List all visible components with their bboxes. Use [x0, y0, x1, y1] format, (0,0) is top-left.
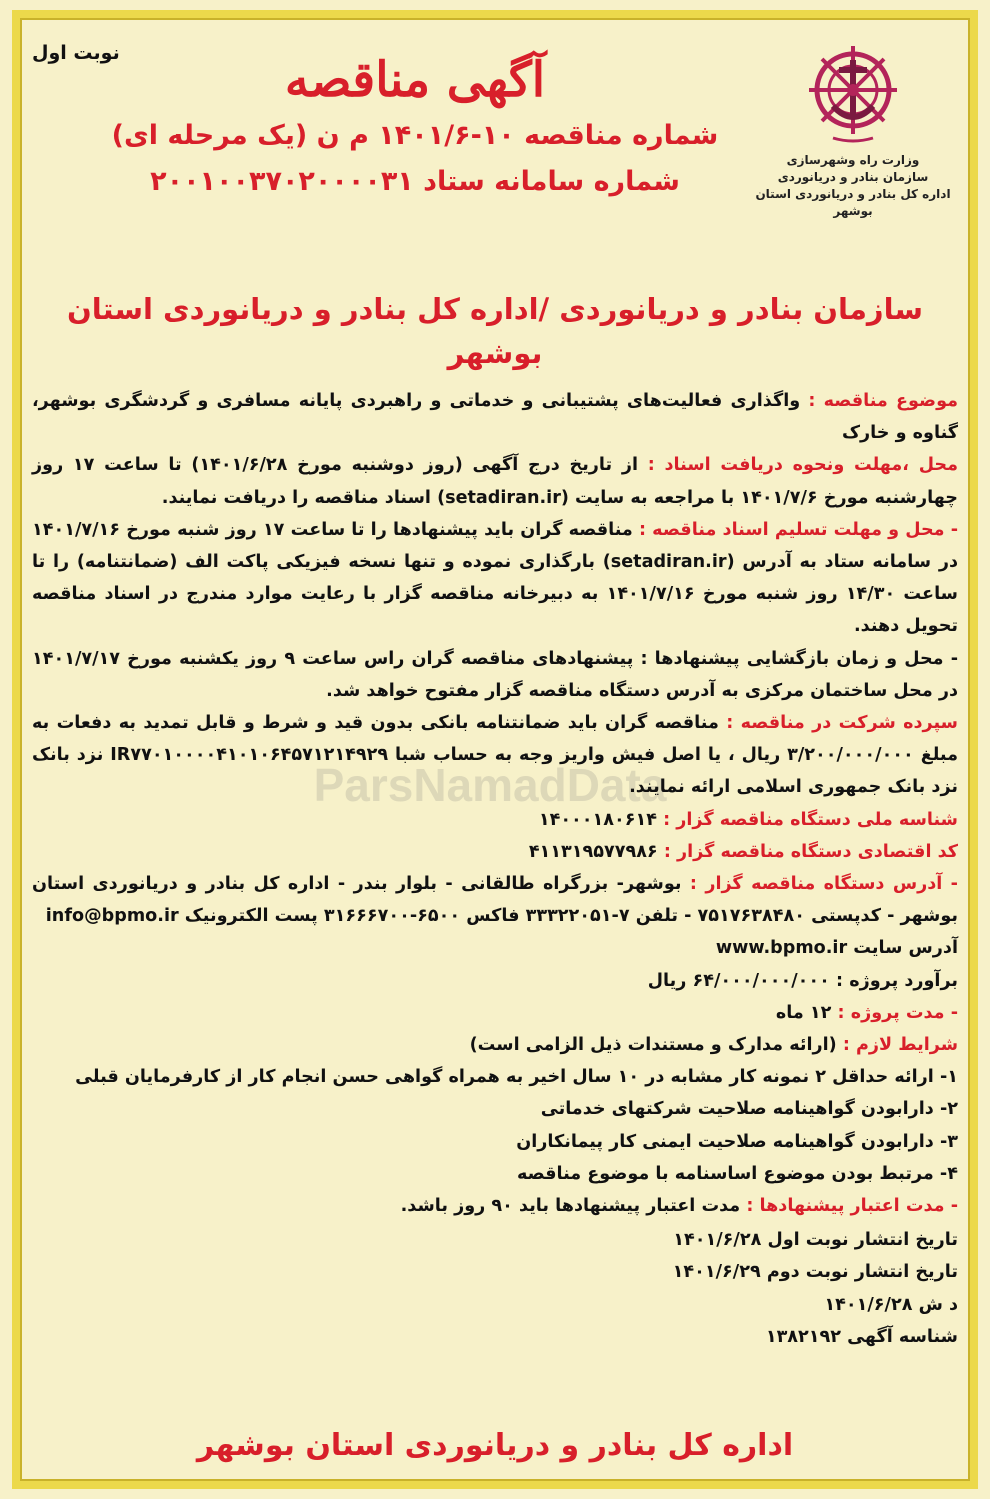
ad-id: شناسه آگهی ۱۳۸۲۱۹۲ [765, 1326, 958, 1347]
page-title: آگهی مناقصه [284, 52, 546, 108]
national-id-label: شناسه ملی دستگاه مناقصه گزار : [663, 809, 958, 830]
validity-line [32, 1190, 958, 1222]
address-label: - آدرس دستگاه مناقصه گزار : [689, 874, 958, 895]
economic-code-line [32, 836, 958, 868]
deposit-label: سپرده شرکت در مناقصه : [726, 713, 958, 734]
subject-paragraph [32, 385, 958, 449]
economic-code-label: کد اقتصادی دستگاه مناقصه گزار : [663, 841, 958, 862]
duration-line [32, 997, 958, 1029]
logo-ministry-line: وزارت راه وشهرسازی [786, 153, 920, 167]
notice-content [32, 30, 958, 1469]
first-publication-date: تاریخ انتشار نوبت اول ۱۴۰۱/۶/۲۸ [673, 1230, 958, 1251]
national-id-line [32, 804, 958, 836]
conditions-label: شرایط لازم : [842, 1035, 958, 1056]
economic-code-value: ۴۱۱۳۱۹۵۷۷۹۸۶ [528, 841, 658, 862]
subject-text: واگذاری فعالیت‌های پشتیبانی و خدماتی و راهبردی پایانه مسافری و گردشگری بوشهر، گناوه و خارک [32, 391, 958, 444]
subject-label: موضوع مناقصه : [808, 391, 958, 411]
ports-organization-logo [748, 40, 958, 220]
round-label: نوبت اول [32, 42, 120, 64]
validity-text: مدت اعتبار پیشنهادها باید ۹۰ روز باشد. [400, 1196, 741, 1217]
organization-title: سازمان بنادر و دریانوردی /اداره کل بنادر و دریانوردی استان بوشهر [66, 292, 924, 370]
address-paragraph [32, 868, 958, 932]
opening-paragraph: - محل و زمان بازگشایی پیشنهادها : پیشنهادهای مناقصه گران راس ساعت ۹ روز یکشنبه مورخ ۱۴۰۱/۷/۱۷ در محل ساختمان مرکزی به آدرس دستگاه مناقصه گزار مفتوح خواهد شد. [32, 648, 958, 701]
submission-label: - محل و مهلت تسلیم اسناد مناقصه : [638, 519, 958, 540]
national-id-value: ۱۴۰۰۰۱۸۰۶۱۴ [538, 809, 657, 830]
title-group [92, 50, 738, 202]
documents-paragraph [32, 449, 958, 513]
tender-number: شماره مناقصه ۱۰-۱۴۰۱/۶ م ن (یک مرحله ای) [111, 120, 719, 151]
submission-paragraph [32, 514, 958, 643]
validity-label: - مدت اعتبار پیشنهادها : [746, 1196, 958, 1217]
deposit-paragraph [32, 707, 958, 804]
documents-label: محل ،مهلت ونحوه دریافت اسناد : [647, 455, 958, 476]
conditions-line [32, 1029, 958, 1061]
watermark: ParsNamadData [313, 759, 667, 811]
duration-label: - مدت پروژه : [837, 1002, 958, 1023]
condition-item: ۱- ارائه حداقل ۲ نمونه کار مشابه در ۱۰ سال اخیر به همراه گواهی حسن انجام کار از کارفرمایان قبلی [75, 1067, 958, 1088]
duration-value: ۱۲ ماه [775, 1002, 832, 1023]
anchor-wheel-icon [803, 40, 903, 152]
website-line: آدرس سایت www.bpmo.ir [715, 938, 958, 959]
publication-code: د ش ۱۴۰۱/۶/۲۸ [824, 1294, 958, 1315]
address-text: بوشهر- بزرگراه طالقانی - بلوار بندر - اداره کل بنادر و دریانوردی استان بوشهر - کدپستی ۷۵۱۷۶۳۸۴۸۰ - تلفن ۷-۳۳۳۲۲۰۵۱ فاکس ۶۵۰۰-۳۱۶۶۶۷۰۰ پست الکترونیک info@bpmo.ir [32, 874, 958, 927]
notice-body [32, 385, 958, 1353]
footer-signature: اداره کل بنادر و دریانوردی استان بوشهر [196, 1428, 794, 1463]
condition-item: ۳- دارابودن گواهینامه صلاحیت ایمنی کار پیمانکاران [516, 1131, 958, 1152]
estimate-line: برآورد پروژه : ۶۴/۰۰۰/۰۰۰/۰۰۰ ریال [647, 970, 958, 991]
condition-item: ۴- مرتبط بودن موضوع اساسنامه با موضوع مناقصه [516, 1163, 958, 1184]
setad-number: شماره سامانه ستاد ۲۰۰۱۰۰۳۷۰۲۰۰۰۰۳۱ [150, 166, 680, 197]
logo-organization-line: سازمان بنادر و دریانوردی [777, 170, 929, 184]
deposit-text: مناقصه گران باید ضمانتنامه بانکی بدون قید و شرط و قابل تمدید به دفعات به مبلغ ۳/۲۰۰/۰۰۰/۰۰۰ ریال ، یا اصل فیش واریز وجه به حساب شبا IR۷۷۰۱۰۰۰۰۴۱۰۱۰۶۴۵۷۱۲۱۴۹۲۹ نزد بانک نزد بانک جمهوری اسلامی ارائه نمایند. [32, 713, 958, 798]
submission-text: مناقصه گران باید پیشنهادها را تا ساعت ۱۷ روز شنبه مورخ ۱۴۰۱/۷/۱۶ در سامانه ستاد به آدرس (setadiran.ir) بارگذاری نموده و تنها نسخه فیزیکی پاکت الف (ضمانتنامه) را تا ساعت ۱۴/۳۰ روز شنبه مورخ ۱۴۰۱/۷/۱۶ به دبیرخانه مناقصه گزار با رعایت موارد مندرج در اسناد مناقصه تحویل دهند. [32, 519, 958, 637]
condition-item: ۲- دارابودن گواهینامه صلاحیت شرکتهای خدماتی [540, 1099, 958, 1120]
notice-header [32, 30, 958, 285]
second-publication-date: تاریخ انتشار نوبت دوم ۱۴۰۱/۶/۲۹ [672, 1262, 958, 1283]
logo-office-line: اداره کل بنادر و دریانوردی استان بوشهر [755, 187, 951, 218]
documents-text: از تاریخ درج آگهی (روز دوشنبه مورخ ۱۴۰۱/۶/۲۸) تا ساعت ۱۷ روز چهارشنبه مورخ ۱۴۰۱/۷/۶ با مراجعه به سایت (setadiran.ir) اسناد مناقصه را دریافت نمایند. [32, 455, 958, 508]
conditions-text: (ارائه مدارک و مستندات ذیل الزامی است) [469, 1035, 837, 1056]
publication-info [32, 1224, 958, 1353]
